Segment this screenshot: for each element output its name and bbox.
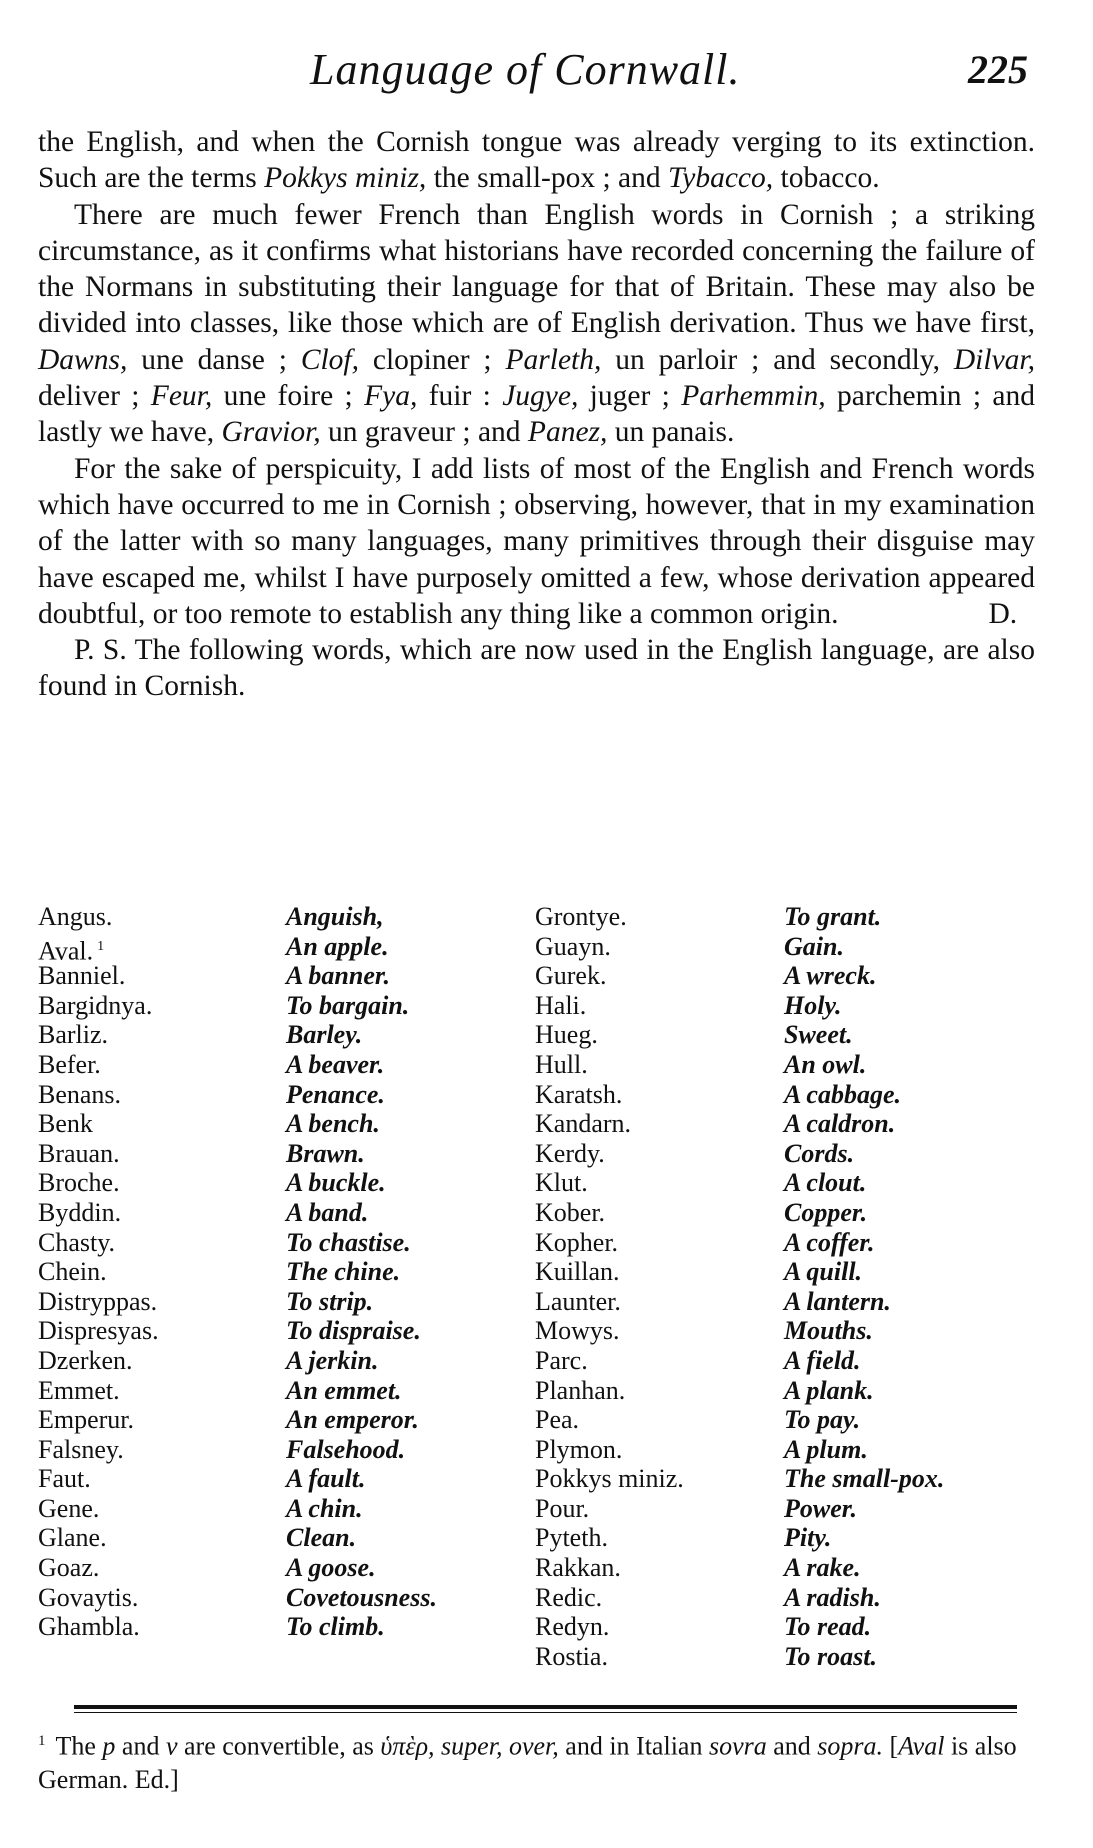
list-item: Gurek.	[535, 961, 607, 991]
text-run: une foire ;	[212, 380, 365, 413]
footnote-rule-thin	[74, 1712, 1017, 1713]
list-item: Kober.	[535, 1197, 606, 1227]
list-item: To read.	[784, 1612, 872, 1642]
list-item: Plymon.	[535, 1434, 623, 1464]
italic-term: sopra.	[817, 1731, 884, 1761]
list-item: Pour.	[535, 1493, 590, 1523]
text-run: are convertible, as	[177, 1731, 381, 1761]
list-item: An emmet.	[286, 1375, 402, 1405]
list-item: Chein.	[38, 1257, 107, 1287]
list-item: To climb.	[286, 1612, 385, 1642]
italic-term: Dawns,	[38, 343, 128, 376]
cornish-words-column-1	[38, 902, 159, 1642]
list-item: The chine.	[286, 1257, 401, 1287]
list-item: Rakkan.	[535, 1553, 621, 1583]
text-run: un panais.	[607, 416, 735, 449]
list-item: Hali.	[535, 990, 587, 1020]
list-item: A beaver.	[286, 1049, 385, 1079]
italic-term: Fya,	[364, 380, 418, 413]
list-item: Kuillan.	[535, 1257, 620, 1287]
paragraph-1	[38, 124, 1035, 197]
list-item: Byddin.	[38, 1197, 122, 1227]
list-item: A fault.	[286, 1464, 366, 1494]
text-run: and	[115, 1731, 166, 1761]
text-run: and	[766, 1731, 818, 1761]
list-item: Falsehood.	[286, 1434, 406, 1464]
list-item: Copper.	[784, 1197, 868, 1227]
list-item: A goose.	[286, 1553, 376, 1583]
list-item: Bargidnya.	[38, 990, 153, 1020]
list-item: Anguish,	[286, 902, 384, 931]
list-item: Kandarn.	[535, 1109, 632, 1139]
text-run: fuir :	[417, 380, 503, 413]
list-item: Klut.	[535, 1168, 588, 1198]
list-item: An apple.	[286, 931, 389, 961]
running-title: Language of Cornwall.	[310, 45, 741, 94]
running-head	[0, 44, 1093, 94]
list-item: A cabbage.	[784, 1079, 901, 1109]
italic-term: Parleth,	[505, 343, 602, 376]
text-run: un graveur ; and	[320, 416, 528, 449]
list-item: Barley.	[286, 1020, 363, 1050]
list-item: Gain.	[784, 931, 844, 961]
text-run: un parloir ; and secondly,	[601, 343, 954, 376]
list-item: Emperur.	[38, 1405, 135, 1435]
english-meanings-column-1	[286, 902, 437, 1642]
list-item: Pea.	[535, 1405, 580, 1435]
list-item: Gene.	[38, 1493, 100, 1523]
list-item: Sweet.	[784, 1020, 853, 1050]
italic-term: Gravior,	[221, 416, 321, 449]
list-item: Mouths.	[784, 1316, 873, 1346]
footnote	[38, 1725, 1035, 1796]
list-item: Hull.	[535, 1049, 588, 1079]
list-item: To pay.	[784, 1405, 861, 1435]
list-item: A band.	[286, 1197, 369, 1227]
list-item: Govaytis.	[38, 1582, 139, 1612]
english-meanings-column-2	[784, 902, 944, 1671]
italic-term: Aval	[898, 1731, 945, 1761]
footnote-marker: 1	[38, 1733, 46, 1749]
text-run: deliver ;	[38, 380, 151, 413]
italic-term: Parhemmin,	[681, 380, 826, 413]
list-item: The small-pox.	[784, 1464, 945, 1494]
text-run: tobacco.	[773, 162, 880, 195]
footnote-rule	[74, 1705, 1017, 1709]
paragraph-2	[38, 197, 1035, 451]
italic-term: Jugye,	[502, 380, 579, 413]
list-item: Broche.	[38, 1168, 120, 1198]
list-item: Redic.	[535, 1582, 603, 1612]
list-item: Guayn.	[535, 931, 611, 961]
italic-term: Panez,	[527, 416, 608, 449]
list-item-text: Aval.	[38, 936, 94, 966]
list-item: Covetousness.	[286, 1582, 437, 1612]
list-item: Goaz.	[38, 1553, 100, 1583]
text-run: une danse ;	[127, 343, 301, 376]
list-item: Grontye.	[535, 902, 627, 931]
paragraph-3	[38, 451, 1035, 632]
list-item: To chastise.	[286, 1227, 411, 1257]
list-item: A clout.	[784, 1168, 867, 1198]
list-item: A caldron.	[784, 1109, 896, 1139]
list-item: A chin.	[286, 1493, 363, 1523]
text-run: and in Italian	[558, 1731, 709, 1761]
text-run: For the sake of perspicuity, I add lists of most of the English and French words which have occurred to me in Cornish ; observing, however, that in my examination of the latter with so many languages, many primitives through their disguise may have escaped me, whilst I have purposely omitted a few, whose derivation appeared doubtful, or too remote to establish any thing like a common origin.	[38, 452, 1035, 630]
italic-term: Clof,	[300, 343, 360, 376]
list-item: Chasty.	[38, 1227, 116, 1257]
text-run: clopiner ;	[359, 343, 506, 376]
list-item: Hueg.	[535, 1020, 598, 1050]
list-item: Karatsh.	[535, 1079, 623, 1109]
list-item: To bargain.	[286, 990, 410, 1020]
text-run: the small-pox ; and	[426, 162, 669, 195]
footnote-text	[38, 1725, 1035, 1796]
list-item: Cords.	[784, 1138, 855, 1168]
text-run: the English, and when the Cornish tongue was already verging to its extinction. Such are the terms	[38, 126, 1035, 195]
italic-term: sovra	[708, 1731, 767, 1761]
list-item: Benans.	[38, 1079, 122, 1109]
word-list	[38, 902, 1048, 1682]
text-run: [	[883, 1731, 899, 1761]
list-item: To grant.	[784, 902, 882, 931]
list-item: Dispresyas.	[38, 1316, 159, 1346]
list-item: Emmet.	[38, 1375, 120, 1405]
cornish-words-column-2	[535, 902, 684, 1671]
italic-term: p	[102, 1731, 116, 1761]
list-item: Befer.	[38, 1049, 101, 1079]
list-item: Glane.	[38, 1523, 107, 1553]
list-item: Ghambla.	[38, 1612, 140, 1642]
list-item: Power.	[784, 1493, 857, 1523]
footnote-ref: 1	[97, 938, 105, 954]
list-item: Rostia.	[535, 1641, 608, 1671]
italic-term: Dilvar,	[953, 343, 1035, 376]
list-item: Parc.	[535, 1345, 588, 1375]
text-run: juger ;	[578, 380, 682, 413]
italic-term: ὑπὲρ, super, over,	[380, 1731, 559, 1761]
list-item: To dispraise.	[286, 1316, 421, 1346]
list-item: Kopher.	[535, 1227, 619, 1257]
list-item: Barliz.	[38, 1020, 109, 1050]
text-run: parchemin ; and lastly we have,	[38, 380, 1036, 449]
italic-term: Feur,	[150, 380, 213, 413]
italic-term: Pokkys miniz,	[264, 162, 427, 195]
list-item: A field.	[784, 1345, 861, 1375]
list-item: Pity.	[784, 1523, 832, 1553]
list-item: Kerdy.	[535, 1138, 605, 1168]
list-item: A banner.	[286, 961, 391, 991]
list-item: Pokkys miniz.	[535, 1464, 684, 1494]
list-item: A coffer.	[784, 1227, 875, 1257]
list-item: A quill.	[784, 1257, 863, 1287]
signature: D.	[988, 597, 1018, 630]
list-item: Holy.	[784, 990, 842, 1020]
list-item: A radish.	[784, 1582, 881, 1612]
list-item: To roast.	[784, 1641, 877, 1671]
page-number: 225	[968, 47, 1028, 92]
list-item: Faut.	[38, 1464, 91, 1494]
paragraph-4: P. S. The following words, which are now used in the English language, are also found in Cornish.	[38, 634, 1035, 703]
list-item: A jerkin.	[286, 1345, 379, 1375]
list-item: Benk	[38, 1109, 93, 1139]
list-item: Pyteth.	[535, 1523, 608, 1553]
list-item: A plank.	[784, 1375, 874, 1405]
list-item: To strip.	[286, 1286, 374, 1316]
list-item: Penance.	[286, 1079, 385, 1109]
text-run: is also German. Ed.]	[38, 1731, 1017, 1794]
list-item: Redyn.	[535, 1612, 610, 1642]
list-item: Angus.	[38, 902, 113, 931]
italic-term: Tybacco,	[668, 162, 774, 195]
list-item: Brauan.	[38, 1138, 120, 1168]
list-item: Planhan.	[535, 1375, 626, 1405]
list-item	[38, 932, 159, 966]
list-item: An emperor.	[286, 1405, 419, 1435]
list-item: Launter.	[535, 1286, 621, 1316]
list-item: A rake.	[784, 1553, 861, 1583]
list-item: An owl.	[784, 1049, 867, 1079]
list-item: Dzerken.	[38, 1345, 133, 1375]
list-item: Distryppas.	[38, 1286, 158, 1316]
body-text	[38, 124, 1035, 705]
list-item: A wreck.	[784, 961, 877, 991]
list-item: Clean.	[286, 1523, 357, 1553]
list-item: A bench.	[286, 1109, 380, 1139]
text-run: There are much fewer French than English words in Cornish ; a striking circumstance, as it confirms what historians have recorded concerning the failure of the Normans in substituting their language for that of Britain. These may also be divided into classes, like those which are of English derivation. Thus we have first,	[38, 198, 1035, 340]
list-item: Mowys.	[535, 1316, 620, 1346]
italic-term: v	[165, 1731, 178, 1761]
text-run: The	[55, 1731, 103, 1761]
list-item: A plum.	[784, 1434, 868, 1464]
list-item: Falsney.	[38, 1434, 124, 1464]
list-item: A lantern.	[784, 1286, 891, 1316]
list-item: A buckle.	[286, 1168, 386, 1198]
list-item: Banniel.	[38, 961, 126, 991]
list-item: Brawn.	[286, 1138, 365, 1168]
